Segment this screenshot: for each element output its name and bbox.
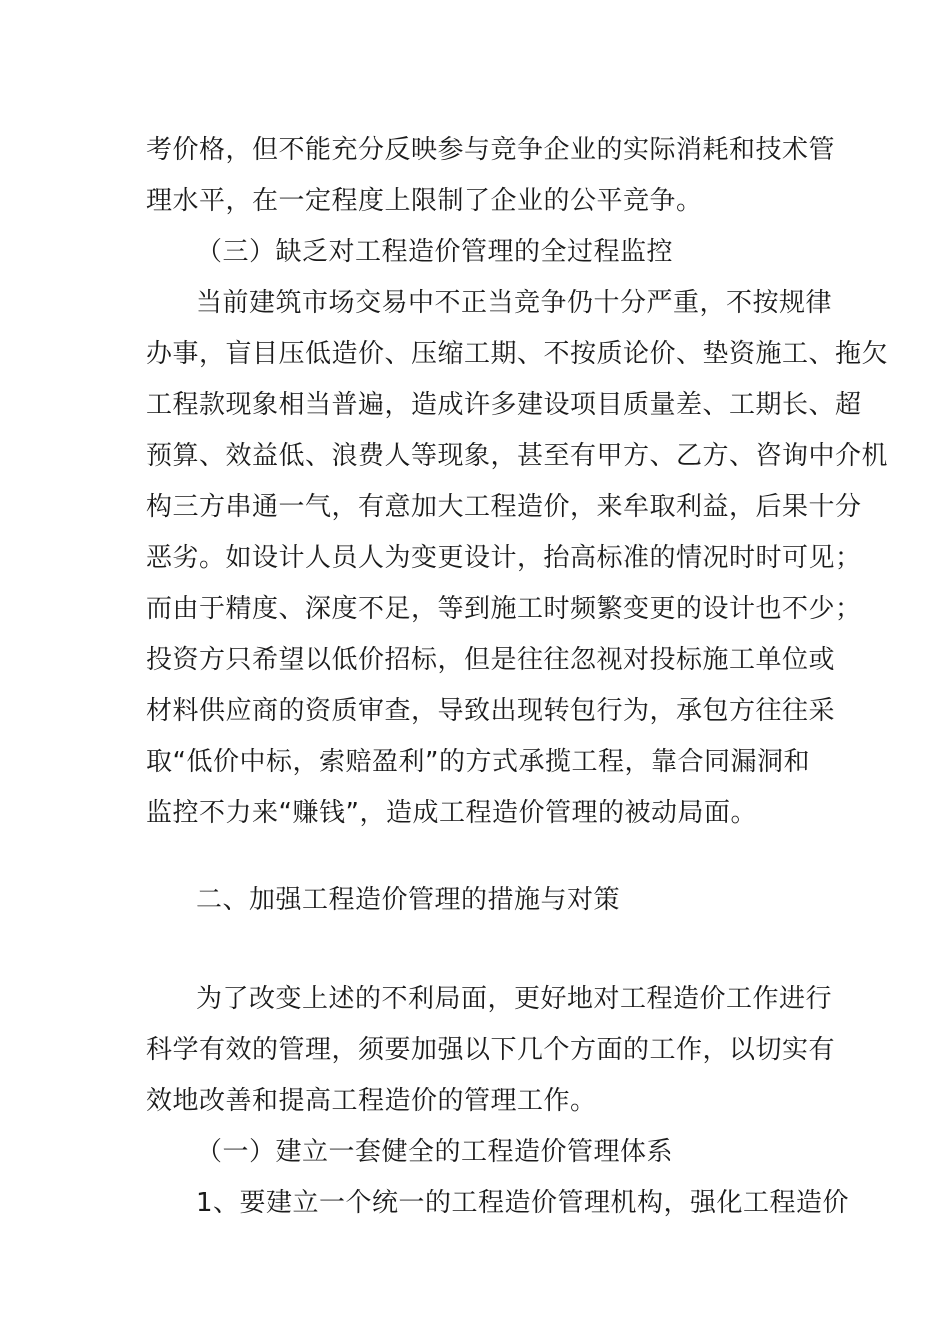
paragraph-line: 1、要建立一个统一的工程造价管理机构，强化工程造价 xyxy=(196,1188,850,1218)
paragraph-line: 预算、效益低、浪费人等现象，甚至有甲方、乙方、咨询中介机 xyxy=(146,441,889,471)
section-heading: （三）缺乏对工程造价管理的全过程监控 xyxy=(196,237,674,267)
paragraph-line: 恶劣。如设计人员人为变更设计，抬高标准的情况时时可见； xyxy=(146,543,862,573)
paragraph-line: 为了改变上述的不利局面，更好地对工程造价工作进行 xyxy=(196,984,833,1014)
paragraph-line: 取“低价中标，索赔盈利”的方式承揽工程，靠合同漏洞和 xyxy=(146,747,810,777)
paragraph-line: 而由于精度、深度不足，等到施工时频繁变更的设计也不少； xyxy=(146,594,862,624)
section-heading: （一）建立一套健全的工程造价管理体系 xyxy=(196,1137,674,1167)
paragraph-line: 当前建筑市场交易中不正当竞争仍十分严重，不按规律 xyxy=(196,288,833,318)
chapter-heading: 二、加强工程造价管理的措施与对策 xyxy=(196,885,621,915)
paragraph-line: 科学有效的管理，须要加强以下几个方面的工作，以切实有 xyxy=(146,1035,836,1065)
paragraph-line: 效地改善和提高工程造价的管理工作。 xyxy=(146,1086,597,1116)
paragraph-line: 监控不力来“赚钱”，造成工程造价管理的被动局面。 xyxy=(146,798,757,828)
paragraph-line: 理水平，在一定程度上限制了企业的公平竞争。 xyxy=(146,186,703,216)
paragraph-line: 办事，盲目压低造价、压缩工期、不按质论价、垫资施工、拖欠 xyxy=(146,339,889,369)
paragraph-line: 工程款现象相当普遍，造成许多建设项目质量差、工期长、超 xyxy=(146,390,862,420)
paragraph-line: 材料供应商的资质审查，导致出现转包行为，承包方往往采 xyxy=(146,696,836,726)
paragraph-line: 考价格，但不能充分反映参与竞争企业的实际消耗和技术管 xyxy=(146,135,836,165)
paragraph-line: 构三方串通一气，有意加大工程造价，来牟取利益，后果十分 xyxy=(146,492,862,522)
paragraph-line: 投资方只希望以低价招标，但是往往忽视对投标施工单位或 xyxy=(146,645,836,675)
